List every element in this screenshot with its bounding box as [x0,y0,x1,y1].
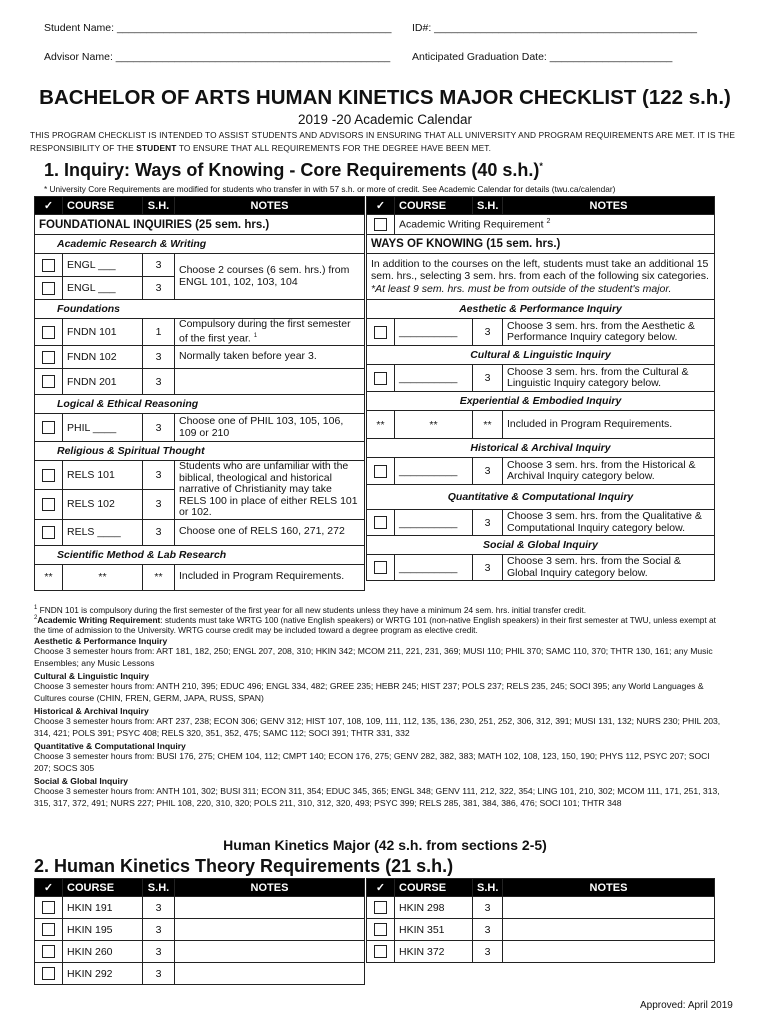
notes-col-header: NOTES [503,879,715,897]
notes-col-header: NOTES [503,197,715,215]
page-title: BACHELOR OF ARTS HUMAN KINETICS MAJOR CHECKLIST (122 s.h.) [39,86,731,109]
star-marker: ** [473,411,503,439]
historical-note: Choose 3 sem. hrs. from the Historical & Archival Inquiry category below. [503,458,715,485]
cat-scientific-method: Scientific Method & Lab Research [35,545,365,564]
checkbox[interactable] [42,375,55,388]
course-hkin: HKIN 195 [63,919,143,941]
course-hkin: HKIN 372 [395,941,473,963]
fndn-102-note: Normally taken before year 3. [175,346,365,369]
sh-value: 3 [143,897,175,919]
cat-aesthetic: Aesthetic & Performance Inquiry [367,300,715,319]
course-rels: RELS ____ [63,519,143,545]
cat-historical: Historical & Archival Inquiry [367,439,715,458]
star-marker: ** [143,564,175,590]
course-col-header: COURSE [395,197,473,215]
checkbox[interactable] [42,526,55,539]
sh-value: 3 [143,963,175,985]
sh-value: 3 [143,254,175,277]
footnote-2: $^2$Academic Writing Requirement: students must take WRTG 100 (native English speakers) or WRTG 101 (non-native English speakers) in their first semester at TWU, unless exempt at the time of admission to the University. WRTG course credit may be included toward a degree program as elective credit. [34,614,716,636]
sh-value: 3 [143,490,175,519]
course-rels-101: RELS 101 [63,461,143,490]
checkbox[interactable] [42,282,55,295]
hkin-left-table [34,878,365,985]
course-blank[interactable]: __________ [395,319,473,346]
checkbox[interactable] [374,923,387,936]
course-blank[interactable]: __________ [395,458,473,485]
course-col-header: COURSE [63,879,143,897]
category-cultural [34,671,724,704]
checkbox[interactable] [42,351,55,364]
aesthetic-note: Choose 3 sem. hrs. from the Aesthetic & Performance Inquiry category below. [503,319,715,346]
category-heading: Cultural & Linguistic Inquiry [34,671,150,681]
ways-of-knowing-heading: WAYS OF KNOWING (15 sem. hrs.) [367,235,715,254]
checkbox[interactable] [42,469,55,482]
course-engl-1: ENGL ___ [63,254,143,277]
phil-note: Choose one of PHIL 103, 105, 106, 109 or 210 [175,414,365,442]
core-right-table [366,196,715,581]
sh-value: 3 [143,461,175,490]
sh-value: 3 [473,897,503,919]
checkbox[interactable] [374,516,387,529]
sh-value: 3 [143,277,175,300]
category-aesthetic [34,636,724,669]
section-1-title: 1. Inquiry: Ways of Knowing - Core Requirements (40 s.h.)* [44,160,543,180]
sh-value: 1 [143,319,175,346]
student-name-field[interactable]: Student Name: _______________________________________________ [44,22,392,34]
checkbox[interactable] [374,372,387,385]
course-hkin: HKIN 292 [63,963,143,985]
course-blank[interactable]: __________ [395,555,473,581]
experiential-note: Included in Program Requirements. [503,411,715,439]
rels-note-2: Choose one of RELS 160, 271, 272 [175,519,365,545]
writing-requirement: Academic Writing Requirement $^2$ [395,215,715,235]
category-quantitative [34,741,724,774]
checkbox[interactable] [374,945,387,958]
quantitative-note: Choose 3 sem. hrs. from the Qualitative & Computational Inquiry category below. [503,510,715,536]
star-marker: ** [35,564,63,590]
category-heading: Social & Global Inquiry [34,776,129,786]
sh-col-header: S.H. [473,879,503,897]
scientific-note: Included in Program Requirements. [175,564,365,590]
sh-value: 3 [473,365,503,392]
category-body: Choose 3 semester hours from: ART 237, 238; ECON 306; GENV 312; HIST 107, 108, 109, 111, 112, 135, 136, 230, 251, 252, 306, 312, 391; MUSI 131, 132; NURS 230; PHIL 203, 314, 421; POLS 391; PSYC 408; RELS 320, 351, 352, 475; SAMC 112; SOCI 391; THTR 331, 332 [34,716,721,738]
check-col-header: ✓ [367,197,395,215]
engl-note: Choose 2 courses (6 sem. hrs.) from ENGL 101, 102, 103, 104 [175,254,365,300]
course-phil: PHIL ____ [63,414,143,442]
student-id-field[interactable]: ID#: _____________________________________________ [412,22,697,34]
social-note: Choose 3 sem. hrs. from the Social & Global Inquiry category below. [503,555,715,581]
category-body: Choose 3 semester hours from: ANTH 101, 302; BUSI 311; ECON 311, 354; EDUC 345, 365; ENGL 348; GENV 111, 212, 322, 354; LING 101, 210, 302; MCOM 111, 171, 251, 313, 315, 317, 372, 491; NURS 227; PHIL 108, 220, 310, 320; POLS 211, 310, 312, 320, 493; PSYC 399; RELS 285, 381, 384, 386, 476; SOCI 101; THTR 348 [34,786,720,808]
checkbox[interactable] [374,465,387,478]
advisor-name-field[interactable]: Advisor Name: _______________________________________________ [44,51,391,63]
checkbox[interactable] [374,218,387,231]
course-col-header: COURSE [63,197,143,215]
cat-social-global: Social & Global Inquiry [367,536,715,555]
course-hkin: HKIN 298 [395,897,473,919]
section-2-title: 2. Human Kinetics Theory Requirements (21 s.h.) [34,856,454,876]
course-fndn-102: FNDN 102 [63,346,143,369]
cat-cultural: Cultural & Linguistic Inquiry [367,346,715,365]
category-list [34,636,724,809]
sh-value: 3 [143,369,175,395]
sh-value: 3 [143,346,175,369]
sh-value: 3 [473,510,503,536]
notes-col-header: NOTES [175,879,365,897]
course-hkin: HKIN 260 [63,941,143,963]
cat-quantitative: Quantitative & Computational Inquiry [367,485,715,510]
rels-note: Students who are unfamiliar with the biblical, theological and historical narrative of Christianity may take RELS 100 in place of either RELS 101 or 102. [175,461,365,520]
checkbox[interactable] [42,498,55,511]
graduation-date-field[interactable]: Anticipated Graduation Date: _____________________ [412,51,673,63]
checkbox[interactable] [42,259,55,272]
category-social [34,776,724,809]
course-hkin: HKIN 351 [395,919,473,941]
core-left-table [34,196,365,591]
approved-date: Approved: April 2019 [640,1000,733,1011]
sh-value: 3 [143,919,175,941]
cultural-note: Choose 3 sem. hrs. from the Cultural & Linguistic Inquiry category below. [503,365,715,392]
course-fndn-101: FNDN 101 [63,319,143,346]
sh-value: 3 [473,555,503,581]
cat-logical-ethical: Logical & Ethical Reasoning [35,395,365,414]
category-historical [34,706,724,739]
checkbox[interactable] [42,326,55,339]
check-col-header: ✓ [35,197,63,215]
hkin-right-table [366,878,715,963]
check-col-header: ✓ [35,879,63,897]
course-fndn-201: FNDN 201 [63,369,143,395]
intro-text: THIS PROGRAM CHECKLIST IS INTENDED TO ASSIST STUDENTS AND ADVISORS IN ENSURING THAT ALL UNIVERSITY AND PROGRAM REQUIREMENTS ARE MET. IT IS THE RESPONSIBILITY OF THE STUDENT TO ENSURE THAT ALL REQUIREMENTS FOR THE DEGREE HAVE BEEN MET. [30,130,736,153]
cat-research-writing: Academic Research & Writing [35,235,365,254]
category-body: Choose 3 semester hours from: ART 181, 182, 250; ENGL 207, 208, 310; HKIN 342; MCOM 211, 221, 231, 369; MUSI 110; PHIL 370; SAMC 110, 370; THTR 130, 161; any Music Ensembles; any Music Lessons [34,646,713,668]
category-body: Choose 3 semester hours from: ANTH 210, 395; EDUC 496; ENGL 334, 482; GREE 235; HEBR 245; HIST 237; POLS 237; RELS 235, 245; SOCI 395; any World Languages & Cultures course (CHIN, FREN, GERM, JAPA, RUSS, SPAN) [34,681,704,703]
notes-col-header: NOTES [175,197,365,215]
sh-value: 3 [143,941,175,963]
checkbox[interactable] [374,326,387,339]
course-hkin: HKIN 191 [63,897,143,919]
course-rels-102: RELS 102 [63,490,143,519]
course-engl-2: ENGL ___ [63,277,143,300]
sh-col-header: S.H. [143,197,175,215]
category-heading: Aesthetic & Performance Inquiry [34,636,168,646]
ways-of-knowing-note: In addition to the courses on the left, students must take an additional 15 sem. hrs., selecting 3 sem. hrs. from each of the following six categories. *At least 9 sem. hrs. must be from outside of the student's major. [367,254,715,300]
cat-religious-spiritual: Religious & Spiritual Thought [35,442,365,461]
course-col-header: COURSE [395,879,473,897]
sh-col-header: S.H. [473,197,503,215]
section-1-footnote: * University Core Requirements are modified for students who transfer in with 57 s.h. or more of credit. See Academic Calendar for details (twu.ca/calendar) [44,184,616,194]
major-heading: Human Kinetics Major (42 s.h. from sections 2-5) [223,837,547,853]
star-marker: ** [367,411,395,439]
sh-value: 3 [473,941,503,963]
cat-foundations: Foundations [35,300,365,319]
category-heading: Historical & Archival Inquiry [34,706,149,716]
category-body: Choose 3 semester hours from: BUSI 176, 275; CHEM 104, 112; CMPT 140; ECON 176, 275; GENV 282, 382, 383; MATH 102, 108, 123, 150, 190; PHYS 112, PSYC 207; SOCI 207; SOCS 305 [34,751,710,773]
star-marker: ** [63,564,143,590]
star-marker: ** [395,411,473,439]
category-heading: Quantitative & Computational Inquiry [34,741,186,751]
course-blank[interactable]: __________ [395,365,473,392]
sh-col-header: S.H. [143,879,175,897]
checkbox[interactable] [42,901,55,914]
checkbox[interactable] [374,901,387,914]
checkbox[interactable] [42,967,55,980]
cat-experiential: Experiential & Embodied Inquiry [367,392,715,411]
check-col-header: ✓ [367,879,395,897]
footnote-1: $^1$ FNDN 101 is compulsory during the first semester of the first year for all new students unless they have a minimum 24 sem. hrs. initial transfer credit. [34,604,587,615]
sh-value: 3 [473,919,503,941]
sh-value: 3 [473,458,503,485]
sh-value: 3 [143,519,175,545]
checkbox[interactable] [42,923,55,936]
sh-value: 3 [473,319,503,346]
foundational-heading: FOUNDATIONAL INQUIRIES (25 sem. hrs.) [35,215,365,235]
fndn-101-note: Compulsory during the first semester of the first year. $^1$ [175,319,365,346]
checkbox[interactable] [42,421,55,434]
sh-value: 3 [143,414,175,442]
course-blank[interactable]: __________ [395,510,473,536]
checkbox[interactable] [374,561,387,574]
checkbox[interactable] [42,945,55,958]
page-subtitle: 2019 -20 Academic Calendar [297,112,473,127]
